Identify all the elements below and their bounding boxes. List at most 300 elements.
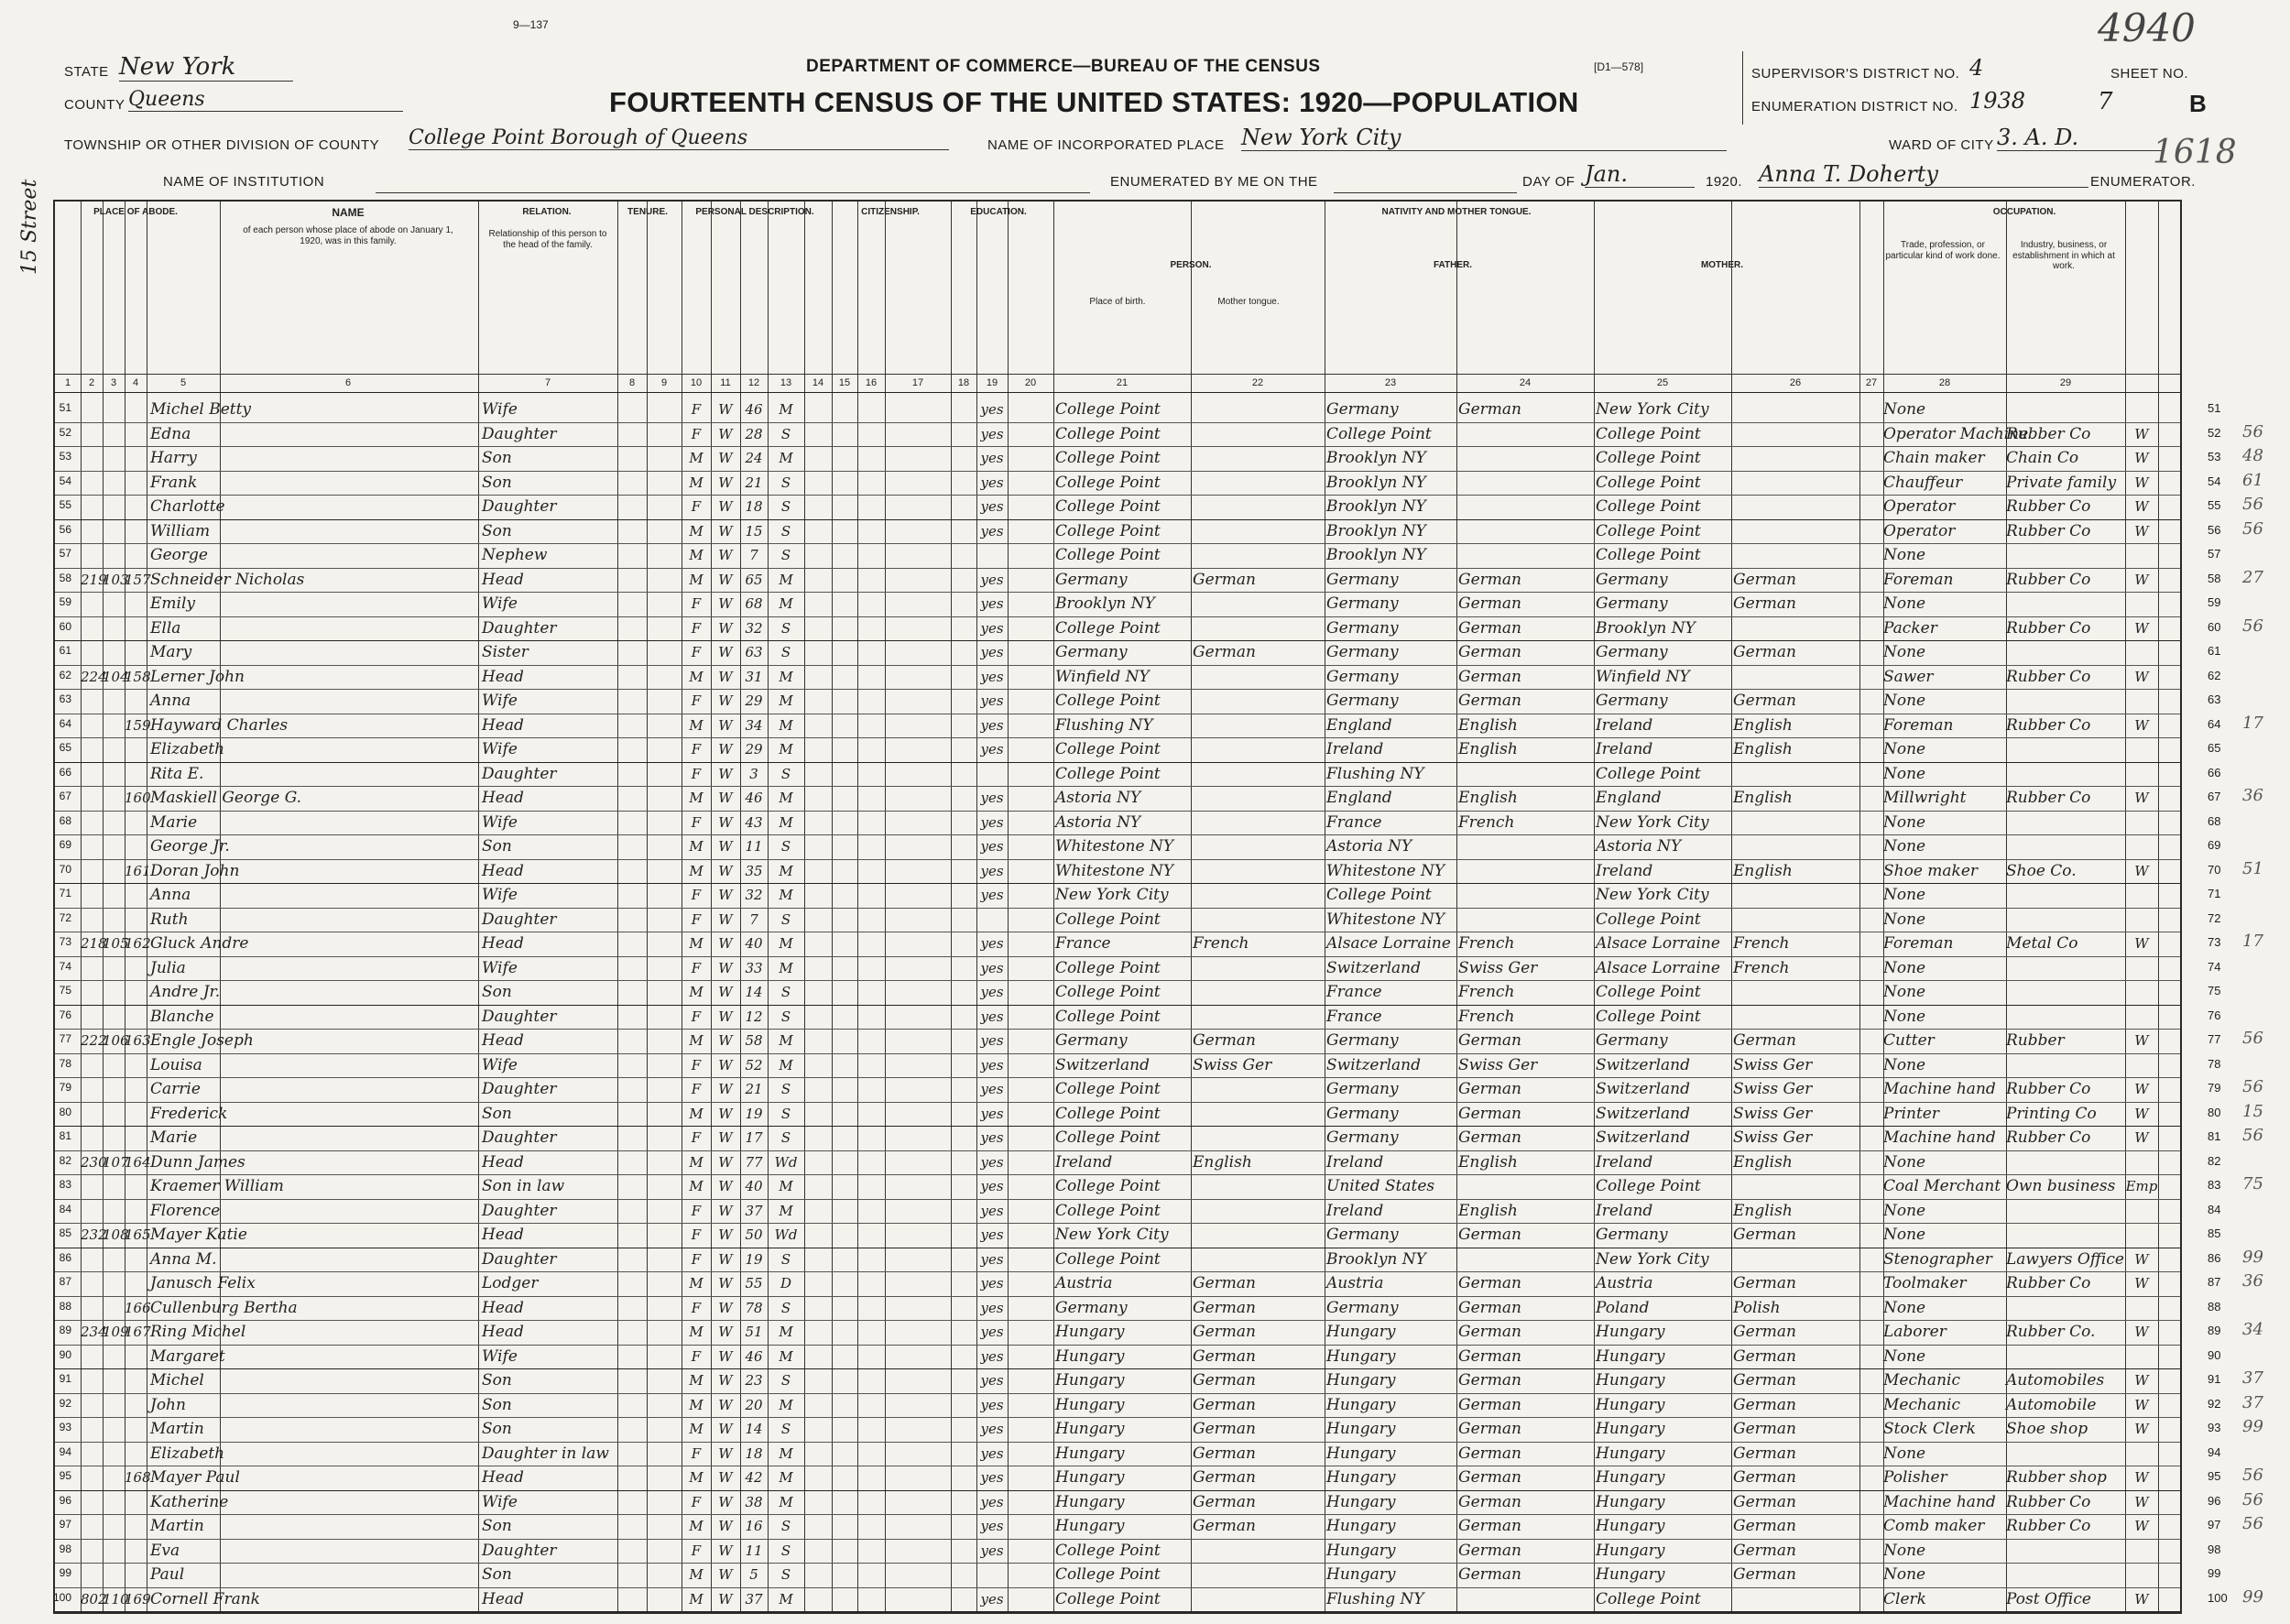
cell-sex: M: [689, 1153, 703, 1171]
column-number: 19: [986, 377, 998, 388]
cell-dw: 107: [103, 1153, 129, 1171]
enumerated-year: 1920.: [1706, 174, 1743, 190]
header-industry: Industry, business, or establishment in which at work.: [2012, 240, 2115, 271]
cell-race: W: [718, 498, 733, 515]
line-number: 80: [2208, 1105, 2221, 1119]
cell-name: Schneider Nicholas: [150, 570, 305, 589]
cell-mpob: Winfield NY: [1596, 667, 1690, 686]
cell-race: W: [718, 425, 733, 442]
cell-sex: M: [689, 450, 703, 466]
cell-rel: Wife: [482, 812, 518, 832]
cell-occ: None: [1883, 812, 1926, 832]
cell-fmt: French: [1458, 934, 1515, 953]
cell-fpob: France: [1326, 812, 1382, 832]
cell-sex: F: [691, 498, 702, 515]
cell-rel: Head: [482, 789, 524, 807]
cell-fpob: College Point: [1326, 424, 1432, 443]
cell-eng: yes: [980, 1153, 1004, 1171]
cell-fmt: German: [1458, 594, 1521, 613]
line-number: 52: [2208, 425, 2221, 440]
cell-name: Marie: [150, 1128, 198, 1147]
line-number: 94: [2208, 1444, 2221, 1459]
cell-mt: Swiss Ger: [1193, 1055, 1272, 1074]
enumerator-label: ENUMERATOR.: [2090, 174, 2196, 190]
header-father: FATHER.: [1433, 260, 1473, 270]
cell-occ: None: [1883, 400, 1926, 419]
cell-mmt: English: [1733, 861, 1793, 880]
cell-pob: College Point: [1055, 1565, 1161, 1584]
cell-mpob: Switzerland: [1596, 1128, 1691, 1147]
cell-age: 40: [745, 935, 763, 952]
cell-age: 15: [745, 522, 763, 540]
cell-occ: None: [1883, 1201, 1926, 1220]
cell-name: Andre Jr.: [150, 983, 221, 1001]
margin-code: 48: [2242, 446, 2263, 465]
cell-eng: yes: [980, 1493, 1004, 1510]
cell-cls: W: [2134, 1469, 2149, 1486]
cell-mpob: Hungary: [1596, 1468, 1665, 1487]
cell-age: 35: [745, 862, 763, 879]
cell-race: W: [718, 1178, 733, 1194]
column-number: 3: [110, 377, 117, 388]
cell-race: W: [718, 813, 733, 831]
cell-eng: yes: [980, 1542, 1004, 1559]
cell-pob: College Point: [1055, 740, 1161, 758]
cell-name: Ella: [150, 618, 181, 638]
cell-cls: W: [2134, 1105, 2149, 1122]
section-personal-description: PERSONAL DESCRIPTION.: [695, 207, 814, 217]
cell-occ: Mechanic: [1883, 1371, 1960, 1390]
margin-code: 56: [2242, 1126, 2263, 1145]
cell-race: W: [718, 1347, 733, 1365]
census-table: [53, 200, 2182, 1614]
cell-ms: S: [780, 474, 791, 491]
cell-race: W: [718, 1056, 733, 1074]
header-person: PERSON.: [1170, 260, 1212, 270]
line-number: 65: [2208, 741, 2221, 755]
line-number: 90: [59, 1347, 71, 1361]
line-number: 77: [2208, 1032, 2221, 1046]
cell-house: 234: [81, 1324, 107, 1340]
cell-fpob: Hungary: [1326, 1371, 1396, 1390]
line-number: 100: [52, 1590, 71, 1604]
cell-occ: None: [1883, 1565, 1926, 1584]
cell-sex: F: [691, 1056, 702, 1074]
cell-fmt: German: [1458, 400, 1521, 419]
line-number: 94: [59, 1444, 71, 1458]
cell-fmt: German: [1458, 570, 1521, 589]
cell-mt: German: [1193, 1298, 1256, 1317]
cell-age: 77: [745, 1153, 763, 1171]
cell-pob: College Point: [1055, 1007, 1161, 1026]
cell-fpob: Brooklyn NY: [1326, 546, 1426, 564]
cell-ind: Rubber Co: [2006, 1274, 2091, 1292]
cell-race: W: [718, 1105, 733, 1122]
cell-sex: M: [689, 1518, 703, 1534]
institution-label: NAME OF INSTITUTION: [163, 174, 325, 190]
cell-fpob: France: [1326, 983, 1382, 1001]
cell-rel: Daughter in law: [482, 1444, 609, 1463]
line-number: 82: [59, 1153, 71, 1167]
line-number: 64: [2208, 716, 2221, 731]
cell-fmt: Swiss Ger: [1458, 1055, 1538, 1074]
cell-ind: Automobiles: [2006, 1371, 2105, 1390]
cell-fmt: English: [1458, 789, 1518, 807]
supervisor-value: 4: [1969, 55, 1984, 81]
cell-fpob: Alsace Lorraine: [1326, 934, 1451, 953]
cell-ms: S: [780, 498, 791, 515]
cell-race: W: [718, 765, 733, 782]
cell-eng: yes: [980, 1032, 1004, 1049]
line-number: 66: [59, 765, 71, 779]
column-number: 13: [780, 377, 792, 388]
line-number: 51: [2208, 401, 2221, 415]
cell-fam: 160: [125, 790, 151, 806]
cell-sex: F: [691, 1347, 702, 1365]
cell-mmt: German: [1733, 643, 1796, 661]
column-number: 2: [88, 377, 95, 388]
cell-pob: Hungary: [1055, 1517, 1125, 1535]
cell-mpob: College Point: [1596, 521, 1701, 540]
cell-sex: M: [689, 1032, 703, 1049]
cell-pob: Germany: [1055, 643, 1128, 661]
cell-mpob: Hungary: [1596, 1395, 1665, 1414]
margin-code: 56: [2242, 1489, 2263, 1510]
column-number: 28: [1938, 377, 1951, 388]
cell-ms: S: [780, 644, 791, 660]
cell-fpob: Hungary: [1326, 1517, 1396, 1535]
sheet-side: B: [2189, 90, 2207, 117]
cell-ms: M: [779, 1444, 793, 1462]
cell-fpob: Germany: [1326, 400, 1399, 419]
cell-fpob: Hungary: [1326, 1468, 1396, 1487]
cell-name: Anna: [150, 692, 191, 710]
cell-sex: M: [689, 1566, 703, 1583]
cell-name: Maskiell George G.: [150, 789, 302, 807]
cell-pob: Hungary: [1055, 1468, 1125, 1487]
cell-occ: Shoe maker: [1883, 861, 1979, 880]
supervisor-label: SUPERVISOR'S DISTRICT NO.: [1751, 66, 1960, 82]
cell-age: 18: [745, 498, 763, 515]
cell-mpob: Ireland: [1596, 1152, 1653, 1172]
cell-mmt: Polish: [1733, 1298, 1781, 1317]
cell-mpob: Hungary: [1596, 1444, 1665, 1463]
cell-fmt: German: [1458, 1395, 1521, 1414]
cell-cls: W: [2134, 571, 2149, 588]
cell-race: W: [718, 984, 733, 1000]
line-number: 62: [59, 668, 71, 681]
line-number: 61: [2208, 644, 2221, 658]
cell-fmt: German: [1458, 1031, 1521, 1050]
cell-age: 65: [745, 571, 763, 588]
cell-fpob: Brooklyn NY: [1326, 497, 1426, 516]
cell-sex: F: [691, 595, 702, 612]
cell-race: W: [718, 571, 733, 588]
column-number: 24: [1519, 377, 1532, 388]
stamp-number: 4940: [2098, 5, 2196, 50]
incorporated-place-label: NAME OF INCORPORATED PLACE: [987, 137, 1225, 153]
cell-sex: F: [691, 1493, 702, 1510]
cell-fam: 165: [125, 1226, 151, 1243]
cell-name: Frederick: [150, 1104, 228, 1123]
cell-name: Florence: [150, 1201, 221, 1220]
cell-age: 17: [745, 1129, 763, 1146]
cell-house: 232: [81, 1226, 107, 1243]
cell-occ: Packer: [1883, 618, 1937, 638]
cell-mpob: Hungary: [1596, 1420, 1665, 1438]
cell-ms: S: [780, 1299, 791, 1316]
cell-mt: German: [1193, 1323, 1256, 1341]
cell-eng: yes: [980, 1275, 1004, 1292]
cell-fmt: German: [1458, 1492, 1521, 1511]
cell-occ: Foreman: [1883, 570, 1954, 589]
column-number: 1: [64, 377, 71, 388]
cell-occ: Machine hand: [1883, 1128, 1996, 1147]
cell-mpob: Germany: [1596, 1031, 1668, 1050]
cell-ms: M: [779, 935, 793, 952]
state-label: STATE: [64, 64, 109, 80]
cell-occ: None: [1883, 1541, 1926, 1560]
state-value: New York: [119, 53, 293, 82]
cell-cls: W: [2134, 1372, 2149, 1389]
column-number: 7: [544, 377, 551, 388]
cell-ms: D: [780, 1275, 792, 1292]
cell-eng: yes: [980, 813, 1004, 831]
cell-ms: M: [779, 741, 793, 758]
column-number: 14: [812, 377, 824, 388]
line-number: 56: [59, 522, 71, 536]
cell-ind: Rubber Co.: [2006, 1323, 2096, 1341]
ward-value: 3. A. D.: [1997, 125, 2162, 151]
cell-mpob: Poland: [1596, 1298, 1650, 1317]
cell-pob: College Point: [1055, 1589, 1161, 1608]
cell-cls: W: [2134, 450, 2149, 466]
margin-code: 56: [2242, 1466, 2263, 1485]
cell-mpob: Germany: [1596, 594, 1668, 613]
header-mother: MOTHER.: [1700, 260, 1744, 270]
department: DEPARTMENT OF COMMERCE—BUREAU OF THE CENSUS: [806, 57, 1321, 76]
cell-pob: New York City: [1055, 886, 1169, 904]
cell-sex: M: [689, 716, 703, 734]
cell-name: Paul: [150, 1565, 185, 1584]
column-number: 22: [1251, 377, 1264, 388]
cell-mt: German: [1193, 1444, 1256, 1463]
column-number: 11: [720, 377, 731, 388]
cell-race: W: [718, 935, 733, 952]
line-number: 52: [59, 425, 71, 439]
cell-race: W: [718, 1250, 733, 1268]
cell-mpob: New York City: [1596, 400, 1709, 419]
cell-cls: Emp: [2125, 1178, 2158, 1194]
line-number: 78: [59, 1056, 71, 1070]
cell-race: W: [718, 1372, 733, 1389]
cell-ms: S: [780, 1372, 791, 1389]
cell-age: 32: [745, 619, 763, 637]
cell-eng: yes: [980, 1056, 1004, 1074]
cell-ms: M: [779, 1202, 793, 1219]
cell-age: 38: [745, 1493, 763, 1510]
cell-mpob: College Point: [1596, 473, 1701, 492]
cell-occ: None: [1883, 1346, 1926, 1366]
line-number: 83: [2208, 1178, 2221, 1192]
cell-ms: M: [779, 813, 793, 831]
cell-ms: M: [779, 1493, 793, 1510]
cell-ms: M: [779, 401, 793, 418]
line-number: 96: [59, 1493, 71, 1507]
cell-race: W: [718, 1081, 733, 1097]
section-citizenship: CITIZENSHIP.: [861, 207, 920, 217]
cell-name: Anna M.: [150, 1249, 217, 1269]
county-label: COUNTY: [64, 97, 125, 113]
cell-fmt: German: [1458, 1346, 1521, 1366]
cell-dw: 105: [103, 935, 129, 952]
cell-cls: W: [2134, 1590, 2149, 1608]
cell-occ: Comb maker: [1883, 1517, 1985, 1535]
cell-occ: Millwright: [1883, 789, 1967, 807]
cell-ms: S: [780, 1542, 791, 1559]
cell-age: 18: [745, 1444, 763, 1462]
line-number: 53: [2208, 450, 2221, 463]
column-number: 4: [132, 377, 139, 388]
cell-pob: Germany: [1055, 1298, 1128, 1317]
column-number: 27: [1865, 377, 1878, 388]
cell-ms: S: [780, 1566, 791, 1583]
cell-rel: Nephew: [482, 546, 548, 564]
cell-ind: Rubber Co: [2006, 618, 2091, 638]
cell-name: Janusch Felix: [150, 1274, 256, 1292]
cell-fam: 166: [125, 1299, 151, 1316]
column-number: 16: [865, 377, 878, 388]
line-number: 93: [2208, 1421, 2221, 1434]
cell-race: W: [718, 1202, 733, 1219]
cell-race: W: [718, 1469, 733, 1486]
cell-pob: Austria: [1055, 1274, 1113, 1292]
cell-pob: Winfield NY: [1055, 667, 1150, 686]
cell-occ: None: [1883, 1152, 1926, 1172]
cell-pob: College Point: [1055, 546, 1161, 564]
cell-fmt: English: [1458, 715, 1518, 735]
cell-ms: M: [779, 1590, 793, 1608]
line-number: 86: [2208, 1250, 2221, 1265]
cell-eng: yes: [980, 692, 1004, 709]
cell-race: W: [718, 1396, 733, 1413]
cell-sex: F: [691, 401, 702, 418]
cell-fpob: Switzerland: [1326, 1055, 1422, 1074]
cell-fam: 168: [125, 1469, 151, 1486]
cell-mpob: College Point: [1596, 1007, 1701, 1026]
line-number: 76: [59, 1008, 71, 1021]
header-place-of-birth: Place of birth.: [1089, 297, 1146, 307]
margin-code: 99: [2242, 1247, 2263, 1267]
cell-occ: Machine hand: [1883, 1080, 1996, 1098]
line-number: 96: [2208, 1493, 2221, 1508]
cell-ms: M: [779, 1324, 793, 1340]
cell-occ: None: [1883, 740, 1926, 758]
cell-mpob: Switzerland: [1596, 1104, 1691, 1123]
cell-age: 37: [745, 1590, 763, 1608]
line-number: 63: [2208, 692, 2221, 706]
cell-sex: F: [691, 765, 702, 782]
cell-ind: Rubber Co: [2006, 570, 2091, 589]
cell-fmt: German: [1458, 692, 1521, 710]
cell-ms: S: [780, 1008, 791, 1025]
cell-mt: English: [1193, 1152, 1252, 1172]
cell-fpob: Hungary: [1326, 1346, 1396, 1366]
cell-rel: Daughter: [482, 1541, 557, 1560]
cell-name: Gluck Andre: [150, 934, 249, 953]
line-number: 74: [59, 959, 71, 973]
cell-rel: Son: [482, 449, 512, 467]
cell-eng: yes: [980, 450, 1004, 466]
cell-pob: College Point: [1055, 983, 1161, 1001]
cell-fpob: Germany: [1326, 594, 1399, 613]
cell-mmt: German: [1733, 1565, 1796, 1584]
cell-cls: W: [2134, 1518, 2149, 1534]
cell-race: W: [718, 595, 733, 612]
line-number: 95: [59, 1469, 71, 1482]
cell-pob: College Point: [1055, 1541, 1161, 1560]
cell-ms: S: [780, 425, 791, 442]
cell-age: 29: [745, 692, 763, 709]
cell-mpob: College Point: [1596, 764, 1701, 783]
cell-fpob: Austria: [1326, 1274, 1384, 1292]
cell-fpob: Ireland: [1326, 1201, 1384, 1220]
cell-fam: 169: [125, 1590, 151, 1608]
cell-sex: F: [691, 425, 702, 442]
cell-occ: None: [1883, 1055, 1926, 1074]
cell-eng: yes: [980, 741, 1004, 758]
cell-ind: Own business: [2006, 1177, 2116, 1195]
cell-cls: W: [2134, 1421, 2149, 1437]
cell-mpob: College Point: [1596, 1177, 1701, 1195]
cell-fpob: Whitestone NY: [1326, 861, 1445, 880]
cell-pob: Hungary: [1055, 1492, 1125, 1511]
cell-sex: F: [691, 959, 702, 976]
cell-mpob: Germany: [1596, 570, 1668, 589]
cell-pob: New York City: [1055, 1226, 1169, 1244]
cell-ind: Rubber Co: [2006, 1080, 2091, 1098]
cell-fmt: German: [1458, 1371, 1521, 1390]
cell-name: Michel Betty: [150, 400, 252, 419]
cell-age: 50: [745, 1226, 763, 1243]
cell-fpob: Germany: [1326, 1104, 1399, 1123]
cell-ms: M: [779, 668, 793, 685]
line-number: 75: [59, 984, 71, 997]
cell-pob: Germany: [1055, 1031, 1128, 1050]
cell-name: Mary: [150, 643, 192, 661]
cell-pob: College Point: [1055, 1104, 1161, 1123]
cell-rel: Head: [482, 1323, 524, 1341]
cell-eng: yes: [980, 401, 1004, 418]
cell-house: 219: [81, 571, 107, 588]
cell-ms: S: [780, 547, 791, 563]
cell-race: W: [718, 474, 733, 491]
cell-fmt: German: [1458, 1444, 1521, 1463]
cell-rel: Wife: [482, 400, 518, 419]
line-number: 91: [59, 1372, 71, 1385]
cell-eng: yes: [980, 644, 1004, 660]
relation-description: Relationship of this person to the head of the family.: [488, 229, 607, 250]
cell-mmt: German: [1733, 1371, 1796, 1390]
cell-age: 40: [745, 1178, 763, 1194]
line-number: 57: [59, 547, 71, 560]
line-number: 59: [59, 595, 71, 608]
cell-rel: Son: [482, 1565, 512, 1584]
cell-occ: None: [1883, 546, 1926, 564]
cell-name: Martin: [150, 1420, 204, 1438]
cell-mmt: German: [1733, 1541, 1796, 1560]
cell-name: Anna: [150, 886, 191, 904]
